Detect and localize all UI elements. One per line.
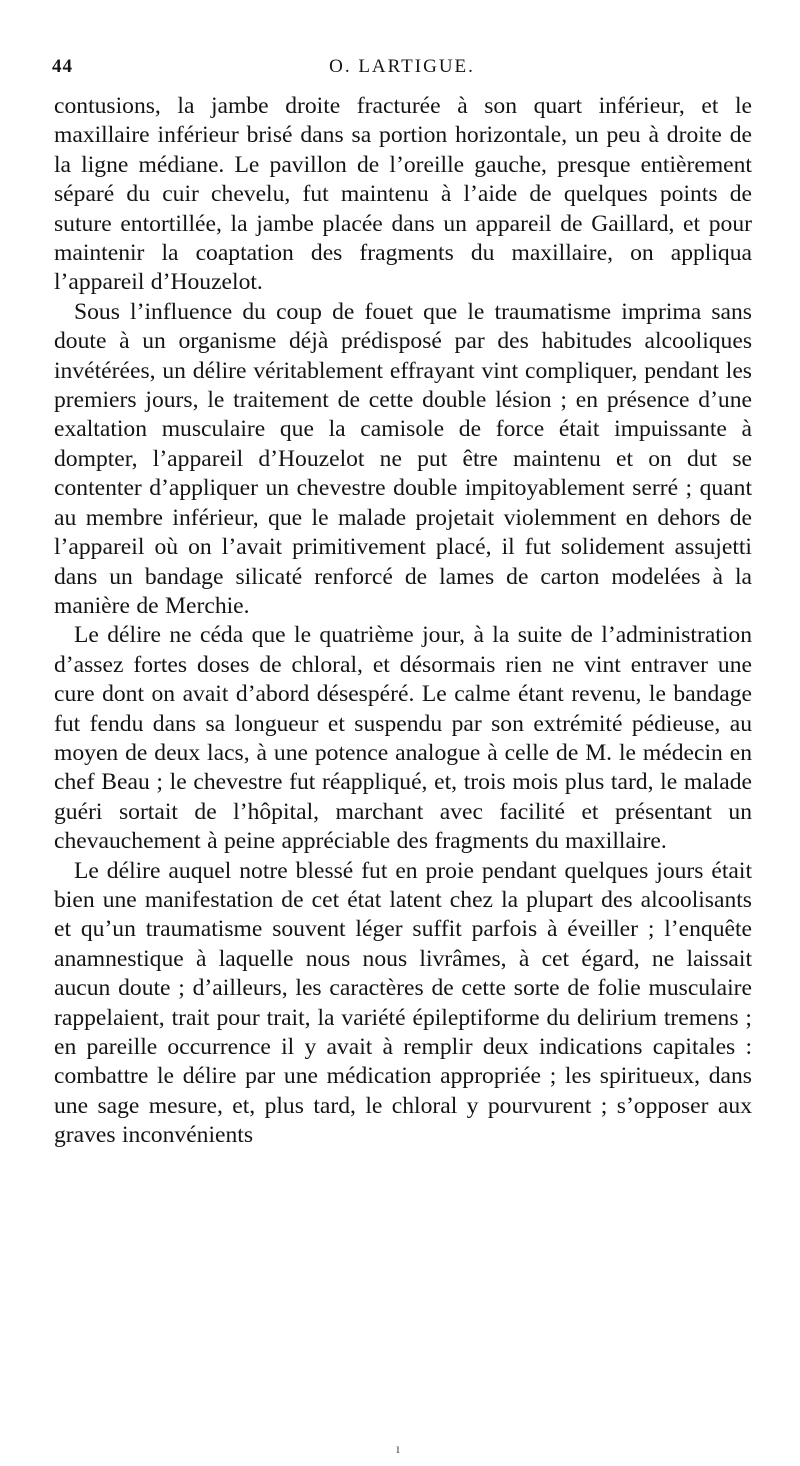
footer-mark: ı	[396, 1442, 400, 1457]
paragraph-4: Le délire auquel notre blessé fut en proie pendant quelques jours était bien une manifestation de cet état latent chez la plupart des alcoolisants et qu’un traumatisme souvent léger suffit parfois à éveiller ; l’enquête anamnestique à laquelle nous nous livrâmes, à cet égard, ne laissait aucun doute ; d’ailleurs, les caractères de cette sorte de folie musculaire rappelaient, trait pour trait, la variété épileptiforme du delirium tremens ; en pareille occurrence il y avait à remplir deux indications capitales : combattre le délire par une médication appropriée ; les spiritueux, dans une sage mesure, et, plus tard, le chloral y pourvurent ; s’opposer aux graves inconvénients	[54, 857, 752, 1149]
paragraph-1: contusions, la jambe droite fracturée à son quart inférieur, et le maxillaire inférieur brisé dans sa portion horizontale, un peu à droite de la ligne médiane. Le pavillon de l’oreille gauche, presque entièrement séparé du cuir chevelu, fut maintenu à l’aide de quelques points de suture entortillée, la jambe placée dans un appareil de Gaillard, et pour maintenir la coaptation des fragments du maxillaire, on appliqua l’appareil d’Houzelot.	[54, 93, 752, 296]
paragraph-3: Le délire ne céda que le quatrième jour, à la suite de l’administration d’assez fortes doses de chloral, et désormais rien ne vint entraver une cure dont on avait d’abord désespéré. Le calme étant revenu, le bandage fut fendu dans sa longueur et suspendu par son extrémité pédieuse, au moyen de deux lacs, à une potence analogue à celle de M. le médecin en chef Beau ; le chevestre fut réappliqué, et, trois mois plus tard, le malade guéri sortait de l’hôpital, marchant avec facilité et présentant un chevauchement à peine appréciable des fragments du maxillaire.	[54, 622, 752, 855]
body-text	[54, 92, 752, 1151]
page-number: 44	[52, 56, 73, 77]
running-head: O. LARTIGUE.	[329, 56, 475, 77]
paragraph-2: Sous l’influence du coup de fouet que le traumatisme imprima sans doute à un organisme déjà prédisposé par des habitudes alcooliques invétérées, un délire véritablement effrayant vint compliquer, pendant les premiers jours, le traitement de cette double lésion ; en présence d’une exaltation musculaire que la camisole de force était impuissante à dompter, l’appareil d’Houzelot ne put être maintenu et on dut se contenter d’appliquer un chevestre double impitoyablement serré ; quant au membre inférieur, que le malade projetait violemment en dehors de l’appareil où on l’avait primitivement placé, il fut solidement assujetti dans un bandage silicaté renforcé de lames de carton modelées à la manière de Merchie.	[54, 298, 752, 619]
page-header	[52, 56, 752, 86]
